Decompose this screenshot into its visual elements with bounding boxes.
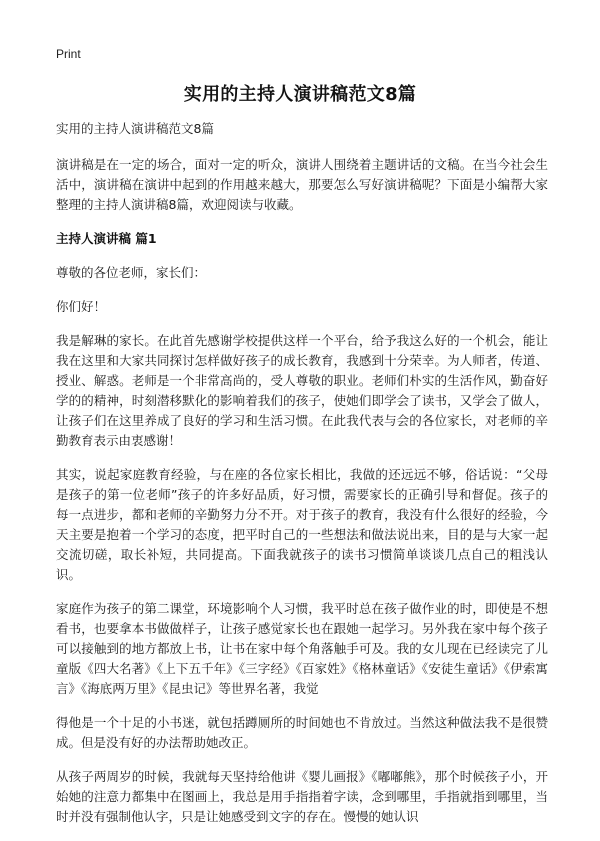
- body-paragraph: 得他是一个十足的小书迷，就包括蹲厕所的时间她也不肯放过。当然这种做法我不是很赞成。但是没有好的办法帮助她改正。: [56, 715, 548, 750]
- body-paragraph: 我是解琳的家长。在此首先感谢学校提供这样一个平台，给予我这么好的一个机会，能让我在这里和大家共同探讨怎样做好孩子的成长教育，我感到十分荣幸。为人师者，传道、授业、解惑。老师是一个非常高尚的，受人尊敬的职业。老师们朴实的生活作风，勤奋好学的的精神，时刻潜移默化的影响着我们的孩子，使她们即学会了读书，又学会了做人，让孩子们在这里养成了良好的学习和生活习惯。在此我代表与会的各位家长，对老师的辛勤教育表示由衷感谢！: [56, 333, 548, 448]
- body-paragraph: 家庭作为孩子的第二课堂，环境影响个人习惯，我平时总在孩子做作业的时，即使是不想看书，也要拿本书做做样子，让孩子感觉家长也在跟她一起学习。另外我在家中每个孩子可以接触到的地方都放上书，让书在家中每个角落触手可及。我的女儿现在已经读完了儿童版《四大名著》《上下五千年》《三字经》《百家姓》《格林童话》《安徒生童话》《伊索寓言》《海底两万里》《昆虫记》等世界名著，我觉: [56, 601, 548, 696]
- document-body: [56, 119, 548, 841]
- section-heading: 主持人演讲稿 篇1: [56, 231, 157, 246]
- body-paragraph: 其实，说起家庭教育经验，与在座的各位家长相比，我做的还远远不够，俗话说：“父母是孩子的第一位老师”孩子的许多好品质，好习惯，需要家长的正确引导和督促。孩子的每一点进步，都和老师的辛勤努力分不开。对于孩子的教育，我没有什么很好的经验，今天主要是抱着一个学习的态度，把平时自己的一些想法和做法说出来，目的是与大家一起交流切磋，取长补短，共同提高。下面我就孩子的读书习惯简单谈谈几点自己的粗浅认识。: [56, 467, 548, 582]
- document-subtitle: 实用的主持人演讲稿范文8篇: [56, 121, 214, 136]
- print-label[interactable]: Print: [56, 47, 81, 61]
- document-title: 实用的主持人演讲稿范文8篇: [183, 84, 417, 105]
- intro-paragraph: 演讲稿是在一定的场合，面对一定的听众，演讲人围绕着主题讲话的文稿。在当今社会生活中，演讲稿在演讲中起到的作用越来越大，那要怎么写好演讲稿呢？下面是小编帮大家整理的主持人演讲稿8篇，欢迎阅读与收藏。: [56, 157, 548, 212]
- salutation-paragraph: 尊敬的各位老师，家长们：: [56, 265, 207, 280]
- body-paragraph: 从孩子两周岁的时候，我就每天坚持给他讲《婴儿画报》《嘟嘟熊》，那个时候孩子小，开始她的注意力都集中在图画上，我总是用手指指着字读，念到哪里，手指就指到哪里，当时并没有强制他认字，只是让她感受到文字的存在。慢慢的她认识: [56, 769, 548, 824]
- greeting-paragraph: 你们好！: [56, 299, 107, 314]
